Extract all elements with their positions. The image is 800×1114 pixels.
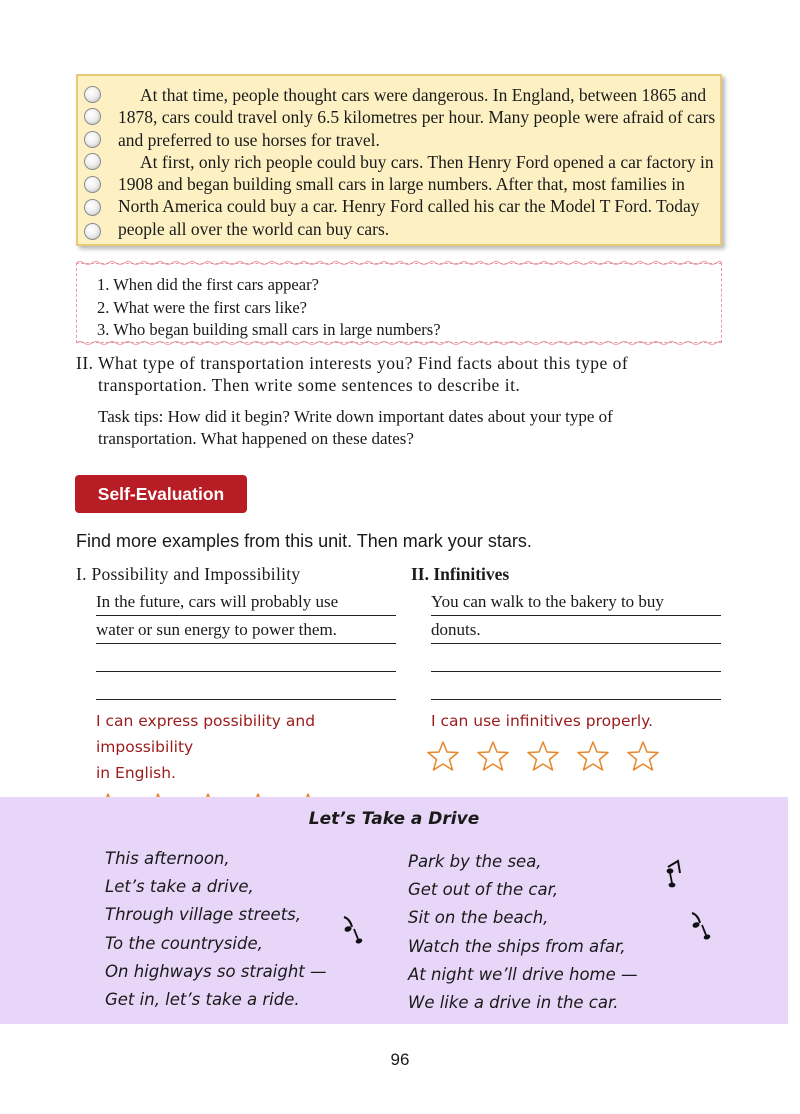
can-do-line: in English. xyxy=(96,764,176,782)
binder-ring-icon xyxy=(84,108,101,125)
question-item: 3. Who began building small cars in large numbers? xyxy=(97,320,441,339)
song-line: To the countryside, xyxy=(105,933,263,953)
binder-ring-icon xyxy=(84,131,101,148)
example-lines xyxy=(411,590,721,700)
star-rating-icon[interactable] xyxy=(627,740,659,772)
binder-ring-icon xyxy=(84,86,101,103)
star-rating-icon[interactable] xyxy=(427,740,459,772)
example-line[interactable]: donuts. xyxy=(431,618,721,644)
comprehension-questions-box xyxy=(76,263,722,343)
music-note-icon xyxy=(340,913,366,947)
passage-paragraph: At first, only rich people could buy cars. Then Henry Ford opened a car factory in 1908 and began building small cars in large numbers. After that, most families in North America could buy a car. Henry Ford called his car the Model T Ford. Today people all over the world can buy cars. xyxy=(118,151,714,239)
binder-ring-icon xyxy=(84,176,101,193)
question-item: 1. When did the first cars appear? xyxy=(97,275,319,294)
question-item: 2. What were the first cars like? xyxy=(97,297,307,317)
passage-paragraph: At that time, people thought cars were dangerous. In England, between 1865 and 1878, cars could travel only 6.5 kilometres per hour. Many people were afraid of cars and preferred to use horses for travel. xyxy=(118,85,716,150)
blank-writing-line[interactable] xyxy=(431,674,721,700)
song-line: Sit on the beach, xyxy=(408,908,549,928)
binder-ring-icon xyxy=(84,153,101,170)
song-line: We like a drive in the car. xyxy=(408,993,619,1013)
song-line: At night we’ll drive home — xyxy=(408,964,638,984)
can-do-statement xyxy=(411,708,721,734)
song-panel xyxy=(0,797,788,1024)
star-rating[interactable] xyxy=(411,740,721,772)
page-number: 96 xyxy=(390,1050,410,1069)
song-line: Through village streets, xyxy=(105,905,302,925)
task-line: transportation. Then write some sentences to describe it. xyxy=(98,375,521,395)
music-note-icon xyxy=(688,909,714,943)
task-tips-line: Task tips: How did it begin? Write down important dates about your type of xyxy=(98,407,613,426)
music-note-icon xyxy=(664,857,690,891)
blank-writing-line[interactable] xyxy=(96,646,396,672)
task-line: What type of transportation interests you? Find facts about this type of xyxy=(98,353,629,373)
star-rating-icon[interactable] xyxy=(477,740,509,772)
self-evaluation-instruction: Find more examples from this unit. Then mark your stars. xyxy=(76,531,532,551)
song-verse-left xyxy=(105,845,327,1014)
song-line: This afternoon, xyxy=(105,849,230,868)
task-ii-instructions xyxy=(76,352,716,396)
example-lines xyxy=(76,590,396,700)
wavy-border-bottom xyxy=(76,340,722,346)
can-do-statement xyxy=(76,708,396,786)
blank-writing-line[interactable] xyxy=(431,646,721,672)
song-verse-right xyxy=(408,848,638,1017)
evaluation-heading: I. Possibility and Impossibility xyxy=(76,564,301,584)
song-line: Get in, let’s take a ride. xyxy=(105,990,300,1010)
example-line[interactable]: water or sun energy to power them. xyxy=(96,618,396,644)
binder-ring-icon xyxy=(84,199,101,216)
song-line: Park by the sea, xyxy=(408,852,542,871)
star-rating-icon[interactable] xyxy=(527,740,559,772)
task-tips xyxy=(98,406,718,450)
can-do-line: I can express possibility and impossibility xyxy=(96,712,316,756)
passage-text xyxy=(118,84,718,240)
example-line[interactable]: You can walk to the bakery to buy xyxy=(431,590,721,616)
evaluation-heading: II. Infinitives xyxy=(411,564,510,584)
task-tips-line: transportation. What happened on these dates? xyxy=(98,429,414,448)
star-rating-icon[interactable] xyxy=(577,740,609,772)
song-title: Let’s Take a Drive xyxy=(308,809,480,829)
can-do-line: I can use infinitives properly. xyxy=(431,712,654,730)
binder-ring-icon xyxy=(84,223,101,240)
song-line: Get out of the car, xyxy=(408,880,559,900)
reading-passage-box xyxy=(76,74,722,246)
song-line: Watch the ships from afar, xyxy=(408,936,626,956)
evaluation-infinitives-column xyxy=(411,562,721,772)
evaluation-possibility-column xyxy=(76,562,396,824)
wavy-border-top xyxy=(76,260,722,266)
example-line[interactable]: In the future, cars will probably use xyxy=(96,590,396,616)
questions-list xyxy=(97,274,441,342)
song-line: On highways so straight — xyxy=(105,961,327,981)
song-line: Let’s take a drive, xyxy=(105,877,254,897)
self-evaluation-badge: Self-Evaluation xyxy=(75,475,247,513)
blank-writing-line[interactable] xyxy=(96,674,396,700)
task-number: II. xyxy=(76,353,94,373)
